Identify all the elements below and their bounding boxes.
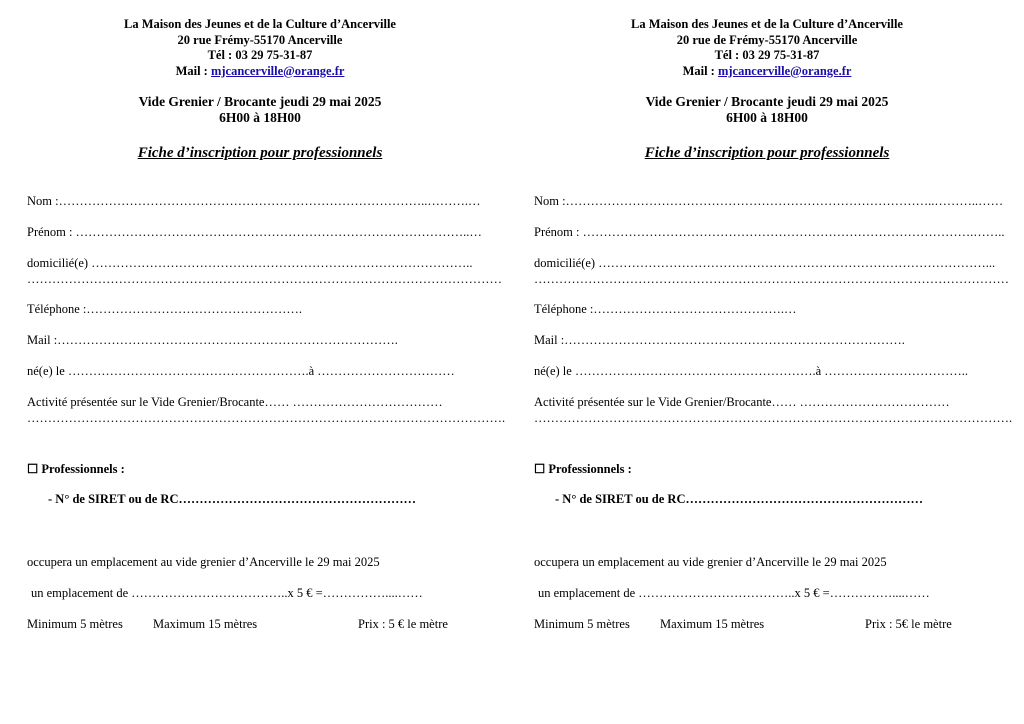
org-mail [532,64,1002,80]
org-address: 20 rue de Frémy-55170 Ancerville [676,32,858,47]
professionnels-checkbox[interactable]: ☐ Professionnels : [27,462,125,476]
event-title: Vide Grenier / Brocante jeudi 29 mai 2025 [138,94,382,109]
field-naissance[interactable]: né(e) le ………………………………………………….à …………………………… [27,364,455,378]
field-domicile-continued[interactable]: …………………………………………………………………………………………………… [27,272,502,286]
field-telephone[interactable]: Téléphone :……………………………………….… [534,302,797,316]
minimum-note: Minimum 5 mètres [534,617,630,631]
org-name: La Maison des Jeunes et de la Culture d’Ancerville [124,17,396,31]
form-title: Fiche d’inscription pour professionnels [644,145,890,161]
mail-link[interactable]: mjcancerville@orange.fr [717,63,852,78]
mail-label: Mail : [175,63,211,78]
org-phone: Tél : 03 29 75-31-87 [207,48,313,62]
registration-form-left [25,0,515,724]
header-block [25,17,495,79]
maximum-note: Maximum 15 mètres [153,617,258,631]
org-phone: Tél : 03 29 75-31-87 [714,48,820,62]
field-activite[interactable]: Activité présentée sur le Vide Grenier/Brocante…… ……………………………… [27,395,443,409]
org-mail [25,64,495,80]
field-telephone[interactable]: Téléphone :……………………………………………. [27,302,302,316]
field-mail[interactable]: Mail :………………………………………………………………………. [27,333,398,347]
registration-form-right [532,0,1022,724]
mail-label: Mail : [682,63,718,78]
field-mail[interactable]: Mail :………………………………………………………………………. [534,333,905,347]
org-name: La Maison des Jeunes et de la Culture d’Ancerville [631,17,903,31]
field-siret[interactable]: - N° de SIRET ou de RC………………………………………………… [48,492,416,506]
form-title: Fiche d’inscription pour professionnels [137,145,383,161]
header-block [532,17,1002,79]
field-siret[interactable]: - N° de SIRET ou de RC………………………………………………… [555,492,923,506]
mail-link[interactable]: mjcancerville@orange.fr [210,63,345,78]
price-note: Prix : 5€ le mètre [865,617,952,631]
professionnels-checkbox[interactable]: ☐ Professionnels : [534,462,632,476]
field-prenom[interactable]: Prénom : …………………………………………………………………………………..… [27,225,482,239]
org-address: 20 rue Frémy-55170 Ancerville [177,32,343,47]
minimum-note: Minimum 5 mètres [27,617,123,631]
field-activite-continued[interactable]: ……………………………………………………………………………………………………. [534,411,1013,425]
field-emplacement[interactable]: un emplacement de ………………………………..x 5 € =……………....…… [538,586,930,600]
field-nom[interactable]: Nom :……………………………………………………………………………..………..…… [534,194,1004,208]
field-activite-continued[interactable]: ……………………………………………………………………………………………………. [27,411,506,425]
field-prenom[interactable]: Prénom : ………………………………………………………………………………….…….. [534,225,1005,239]
event-title: Vide Grenier / Brocante jeudi 29 mai 2025 [645,94,889,109]
field-domicile[interactable]: domicilié(e) …………………………………………………………………………………... [534,256,996,270]
event-hours: 6H00 à 18H00 [219,110,301,125]
field-activite[interactable]: Activité présentée sur le Vide Grenier/Brocante…… ……………………………… [534,395,950,409]
event-hours: 6H00 à 18H00 [726,110,808,125]
maximum-note: Maximum 15 mètres [660,617,765,631]
field-nom[interactable]: Nom :……………………………………………………………………………..……….… [27,194,481,208]
field-emplacement[interactable]: un emplacement de ………………………………..x 5 € =……………....…… [31,586,423,600]
event-block [532,94,1002,126]
field-naissance[interactable]: né(e) le ………………………………………………….à …………………………….. [534,364,968,378]
price-note: Prix : 5 € le mètre [358,617,448,631]
occupation-statement: occupera un emplacement au vide grenier d’Ancerville le 29 mai 2025 [534,555,887,569]
field-domicile[interactable]: domicilié(e) ……………………………………………………………………………….. [27,256,473,270]
occupation-statement: occupera un emplacement au vide grenier d’Ancerville le 29 mai 2025 [27,555,380,569]
event-block [25,94,495,126]
field-domicile-continued[interactable]: …………………………………………………………………………………………………… [534,272,1009,286]
